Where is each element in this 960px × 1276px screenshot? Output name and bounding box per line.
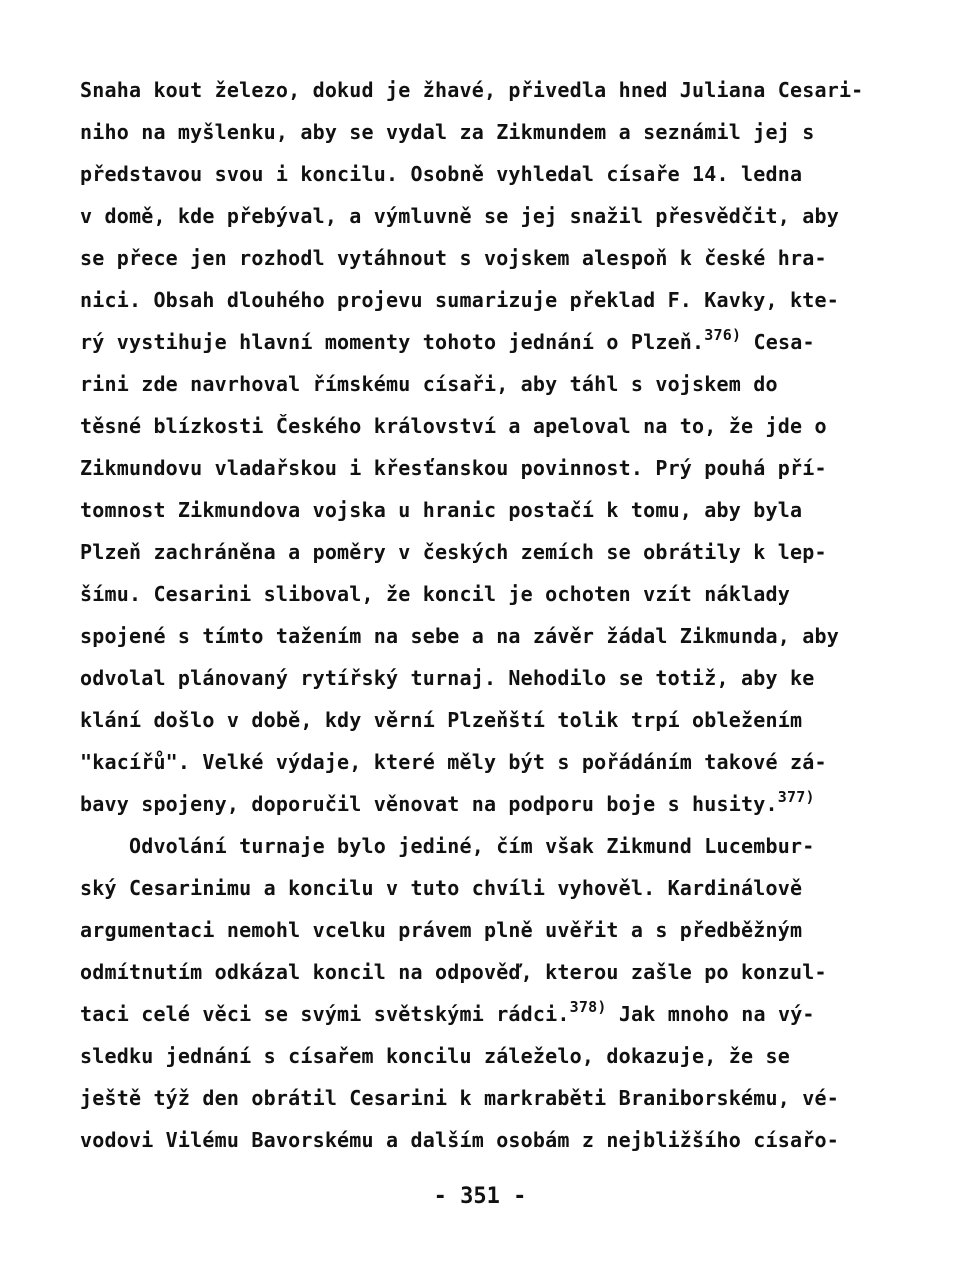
- text-line: "kacířů". Velké výdaje, které měly být s pořádáním takové zá-: [80, 750, 827, 774]
- text-line: představou svou i koncilu. Osobně vyhledal císaře 14. ledna: [80, 162, 803, 186]
- text-line: niho na myšlenku, aby se vydal za Zikmundem a seznámil jej s: [80, 120, 815, 144]
- text-line: [80, 788, 815, 817]
- text-line: ský Cesarinimu a koncilu v tuto chvíli vyhověl. Kardinálově: [80, 876, 803, 900]
- text-line: argumentaci nemohl vcelku právem plně uvěřit a s předběžným: [80, 918, 803, 942]
- text-line: [80, 998, 815, 1027]
- text-line: Zikmundovu vladařskou i křesťanskou povinnost. Prý pouhá pří-: [80, 456, 827, 480]
- text-line: spojené s tímto tažením na sebe a na závěr žádal Zikmunda, aby: [80, 624, 839, 648]
- footnote-ref: 376): [704, 326, 742, 344]
- text-line: [80, 326, 815, 355]
- text-line: v domě, kde přebýval, a výmluvně se jej snažil přesvědčit, aby: [80, 204, 839, 228]
- text-line: Plzeň zachráněna a poměry v českých zemích se obrátily k lep-: [80, 540, 827, 564]
- text-segment: taci celé věci se svými světskými rádci.: [80, 1002, 570, 1026]
- text-line: odmítnutím odkázal koncil na odpověď, kterou zašle po konzul-: [80, 960, 827, 984]
- footnote-ref: 377): [777, 788, 815, 806]
- text-line: rini zde navrhoval římskému císaři, aby táhl s vojskem do: [80, 372, 778, 396]
- text-segment: rý vystihuje hlavní momenty tohoto jednání o Plzeň.: [80, 330, 705, 354]
- text-line: se přece jen rozhodl vytáhnout s vojskem alespoň k české hra-: [80, 246, 827, 270]
- text-segment: bavy spojeny, doporučil věnovat na podporu boje s husity.: [80, 792, 778, 816]
- text-line: odvolal plánovaný rytířský turnaj. Nehodilo se totiž, aby ke: [80, 666, 815, 690]
- text-line: šímu. Cesarini sliboval, že koncil je ochoten vzít náklady: [80, 582, 790, 606]
- page-number: - 351 -: [433, 1184, 527, 1209]
- text-line: vodovi Vilému Bavorskému a dalším osobám z nejbližšího císařo-: [80, 1128, 839, 1152]
- text-segment: Cesa-: [741, 330, 815, 354]
- text-line: ještě týž den obrátil Cesarini k markraběti Braniborskému, vé-: [80, 1086, 839, 1110]
- text-line: těsné blízkosti Českého království a apeloval na to, že jde o: [80, 414, 827, 438]
- text-segment: Jak mnoho na vý-: [606, 1002, 815, 1026]
- text-line: sledku jednání s císařem koncilu záleželo, dokazuje, že se: [80, 1044, 790, 1068]
- paragraph-start-line: Odvolání turnaje bylo jediné, čím však Zikmund Lucembur-: [80, 834, 815, 858]
- text-line: Snaha kout železo, dokud je žhavé, přivedla hned Juliana Cesari-: [80, 78, 864, 102]
- text-line: tomnost Zikmundova vojska u hranic postačí k tomu, aby byla: [80, 498, 803, 522]
- text-line: klání došlo v době, kdy věrní Plzeňští tolik trpí obležením: [80, 708, 803, 732]
- footnote-ref: 378): [569, 998, 607, 1016]
- text-line: nici. Obsah dlouhého projevu sumarizuje překlad F. Kavky, kte-: [80, 288, 839, 312]
